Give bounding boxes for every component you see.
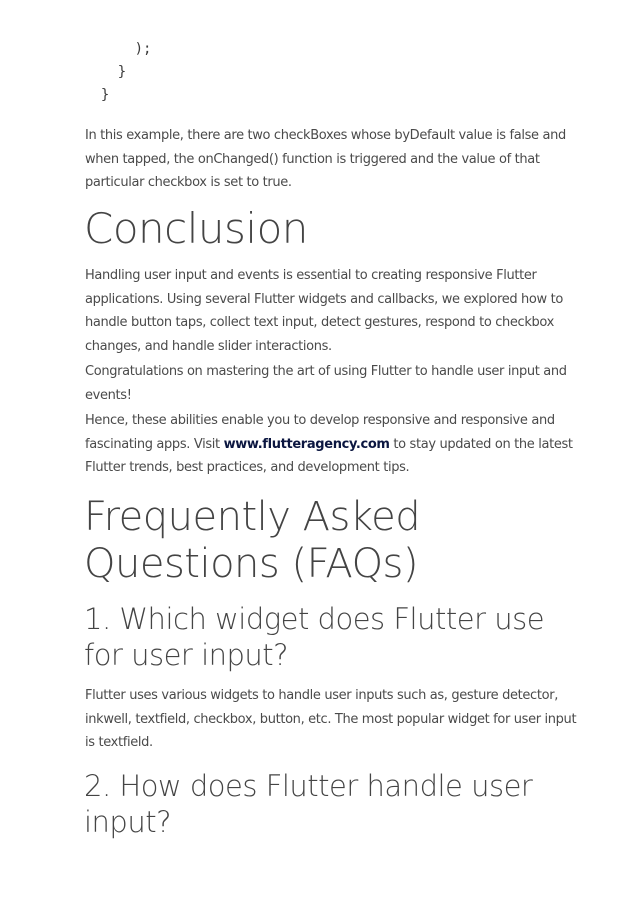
faq-answer-1: Flutter uses various widgets to handle user inputs such as, gesture detector, inkwell, textfield, checkbox, button, etc. The most popular widget for user input is textfield. <box>85 688 577 750</box>
conclusion-paragraph-3-text-end: to stay updated on the latest Flutter trends, best practices, and development tips. <box>85 436 573 475</box>
intro-paragraph: In this example, there are two checkBoxes whose byDefault value is false and when tapped, the onChanged() function is triggered and the value of that particular checkbox is set to true. <box>85 128 566 190</box>
conclusion-paragraph-2: Congratulations on mastering the art of using Flutter to handle user input and events! <box>85 364 567 403</box>
faq-question-1-heading: 1. Which widget does Flutter use for user input? <box>84 602 545 672</box>
faq-question-2-heading: 2. How does Flutter handle user input? <box>84 769 533 839</box>
faq-heading: Frequently Asked Questions (FAQs) <box>84 494 421 587</box>
conclusion-paragraph-3 <box>85 409 585 480</box>
conclusion-paragraph-3-text: Hence, these abilities enable you to develop responsive and responsive and fascinating apps. Visit <box>85 413 555 452</box>
code-line: ); <box>84 41 152 57</box>
flutteragency-link[interactable]: www.flutteragency.com <box>223 436 390 452</box>
conclusion-paragraph-1: Handling user input and events is essential to creating responsive Flutter applications. Using several Flutter widgets and callbacks, we explored how to handle button taps, collect text input, detect gestures, respond to checkbox changes, and handle slider interactions. <box>85 268 563 354</box>
code-line: } <box>84 64 127 80</box>
code-snippet <box>84 38 151 107</box>
conclusion-heading: Conclusion <box>84 204 308 253</box>
code-line: } <box>84 87 110 103</box>
